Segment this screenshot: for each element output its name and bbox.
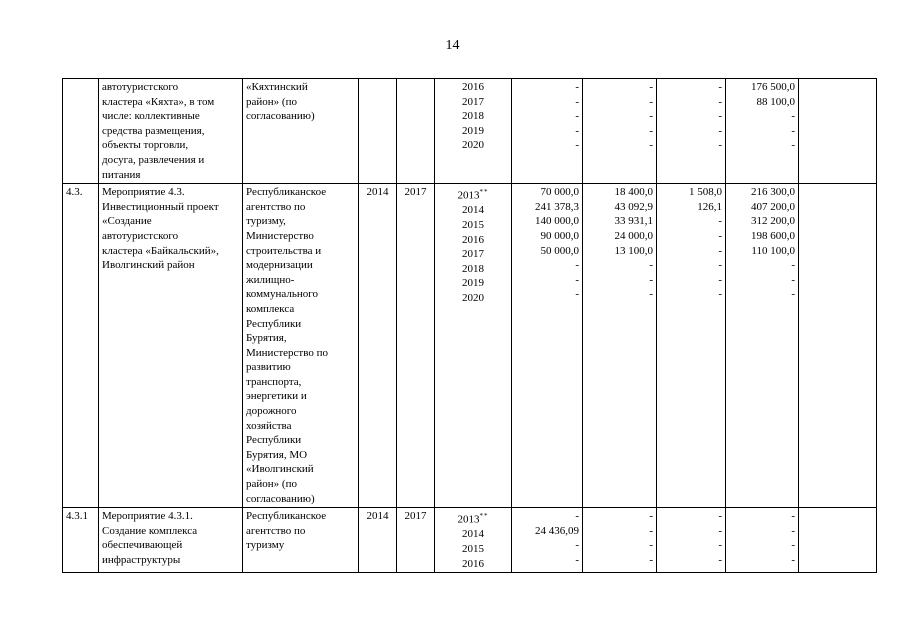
year-line: 2018 <box>462 262 484 275</box>
amount-line: - <box>575 554 579 566</box>
footnote-mark: ** <box>479 512 489 521</box>
amount-line: - <box>649 95 653 108</box>
amount-line: - <box>718 524 722 537</box>
amount-line: 198 600,0 <box>751 229 795 242</box>
activity-name-line: объекты торговли, <box>102 139 189 152</box>
amount-line: - <box>718 124 722 137</box>
amount-line: - <box>718 110 722 123</box>
amount-c1 <box>512 79 583 184</box>
amount-line: 88 100,0 <box>756 95 795 108</box>
amount-line: 140 000,0 <box>535 215 579 228</box>
amount-line: - <box>575 539 579 552</box>
executor-line: хозяйства <box>246 419 292 432</box>
executor-line: дорожного <box>246 405 297 418</box>
activity-name-line: инфраструктуры <box>102 554 181 566</box>
amount-line: - <box>649 510 653 523</box>
amount-line: - <box>649 81 653 93</box>
activity-name-line: автотуристского <box>102 229 179 242</box>
year-line: 2017 <box>462 248 484 261</box>
amount-line: - <box>575 95 579 108</box>
executor-line: Бурятия, <box>246 332 287 345</box>
amount-c3 <box>657 79 726 184</box>
amount-line: - <box>718 139 722 152</box>
amount-line: - <box>649 273 653 286</box>
amount-line: - <box>718 539 722 552</box>
amount-line: 50 000,0 <box>540 244 579 257</box>
amount-line: - <box>718 81 722 93</box>
year-line: 2016 <box>462 557 484 570</box>
amount-line: 407 200,0 <box>751 200 795 213</box>
amount-line: 18 400,0 <box>614 186 653 199</box>
amount-line: 1 508,0 <box>689 186 722 199</box>
start-year: 2014 <box>359 184 397 508</box>
year-line: 2014 <box>462 204 484 217</box>
year-line: 2017 <box>462 95 484 108</box>
financing-years <box>435 184 512 508</box>
amount-line: - <box>575 124 579 137</box>
activity-name-line: Инвестиционный проект <box>102 200 219 213</box>
start-year <box>359 79 397 184</box>
activity-name-line: кластера «Байкальский», <box>102 244 219 257</box>
row-number: 4.3.1 <box>63 508 99 573</box>
amount-line: - <box>718 95 722 108</box>
activity-name-line: обеспечивающей <box>102 539 183 552</box>
amount-c4 <box>726 79 799 184</box>
amount-line: 176 500,0 <box>751 81 795 93</box>
executor-line: Республиканское <box>246 510 327 523</box>
notes-column <box>799 79 877 184</box>
amount-line: - <box>791 124 795 137</box>
executor-line: «Иволгинский <box>246 463 314 476</box>
amount-line: - <box>649 288 653 301</box>
amount-c1 <box>512 184 583 508</box>
end-year <box>397 79 435 184</box>
end-year: 2017 <box>397 184 435 508</box>
activity-name-line: кластера «Кяхта», в том <box>102 95 215 108</box>
year-line: 2016 <box>462 81 484 93</box>
executor-line: агентство по <box>246 200 306 213</box>
table-body <box>63 79 877 573</box>
executor-line: развитию <box>246 361 291 374</box>
amount-line: - <box>575 288 579 301</box>
executor-line: Республики <box>246 317 302 330</box>
amount-line: - <box>575 110 579 123</box>
activity-name-line: Создание комплекса <box>102 524 198 537</box>
amount-line: - <box>649 124 653 137</box>
year-line: 2020 <box>462 291 484 304</box>
start-year: 2014 <box>359 508 397 573</box>
financing-years <box>435 508 512 573</box>
amount-line: - <box>649 554 653 566</box>
amount-c2 <box>583 79 657 184</box>
amount-line: - <box>791 110 795 123</box>
year-line: 2020 <box>462 139 484 152</box>
amount-line: - <box>718 229 722 242</box>
activity-name-line: средства размещения, <box>102 124 205 137</box>
program-table <box>62 78 877 573</box>
amount-line: 216 300,0 <box>751 186 795 199</box>
amount-line: - <box>791 259 795 272</box>
amount-line: 33 931,1 <box>614 215 653 228</box>
amount-c2 <box>583 184 657 508</box>
executor-line: Бурятия, МО <box>246 448 308 461</box>
executor-line: энергетики и <box>246 390 307 403</box>
amount-line: - <box>718 554 722 566</box>
amount-line: - <box>649 524 653 537</box>
amount-line: - <box>649 539 653 552</box>
amount-line: - <box>575 259 579 272</box>
amount-line: - <box>791 273 795 286</box>
amount-line: - <box>649 259 653 272</box>
executor-line: «Кяхтинский <box>246 81 308 93</box>
executor-line: согласованию) <box>246 492 315 505</box>
amount-line: - <box>791 554 795 566</box>
year-line: 2019 <box>462 124 484 137</box>
activity-name <box>99 508 243 573</box>
amount-line: - <box>649 139 653 152</box>
amount-line: 13 100,0 <box>614 244 653 257</box>
executor-line: согласованию) <box>246 110 315 123</box>
amount-c3 <box>657 184 726 508</box>
amount-line: - <box>791 524 795 537</box>
amount-line: - <box>718 288 722 301</box>
year-line: 2014 <box>462 528 484 541</box>
amount-line: - <box>718 215 722 228</box>
amount-line: - <box>718 244 722 257</box>
executor-line: транспорта, <box>246 375 302 388</box>
amount-line: 241 378,3 <box>535 200 579 213</box>
amount-line: - <box>575 273 579 286</box>
amount-c4 <box>726 508 799 573</box>
amount-line: 110 100,0 <box>751 244 795 257</box>
executor-line: туризму <box>246 539 285 552</box>
year-line: 2018 <box>462 110 484 123</box>
table-row <box>63 79 877 184</box>
amount-line: 126,1 <box>697 200 722 213</box>
amount-line: 24 436,09 <box>535 524 579 537</box>
notes-column <box>799 508 877 573</box>
year-line: 2013** <box>457 188 489 202</box>
executor-line: район» (по <box>246 478 297 491</box>
amount-line: - <box>718 259 722 272</box>
executor-line: строительства и <box>246 244 322 257</box>
year-line: 2013** <box>457 512 489 526</box>
amount-line: 312 200,0 <box>751 215 795 228</box>
activity-name-line: питания <box>102 168 141 181</box>
executor-line: Министерство <box>246 229 314 242</box>
activity-name <box>99 184 243 508</box>
executor-line: Министерство по <box>246 346 328 359</box>
activity-name-line: Мероприятие 4.3. <box>102 186 185 199</box>
amount-c1 <box>512 508 583 573</box>
table-row <box>63 508 877 573</box>
amount-c3 <box>657 508 726 573</box>
executor-line: агентство по <box>246 524 306 537</box>
activity-name-line: Иволгинский район <box>102 259 195 272</box>
executor <box>243 79 359 184</box>
executor-line: район» (по <box>246 95 297 108</box>
amount-line: - <box>791 510 795 523</box>
year-line: 2015 <box>462 219 484 231</box>
amount-line: - <box>791 539 795 552</box>
amount-line: - <box>649 110 653 123</box>
row-number: 4.3. <box>63 184 99 508</box>
amount-c2 <box>583 508 657 573</box>
year-line: 2019 <box>462 277 484 290</box>
activity-name-line: Мероприятие 4.3.1. <box>102 510 193 523</box>
financing-years <box>435 79 512 184</box>
amount-line: - <box>718 510 722 523</box>
amount-line: - <box>575 81 579 93</box>
amount-line: 70 000,0 <box>540 186 579 199</box>
activity-name-line: досуга, развлечения и <box>102 153 205 166</box>
executor-line: модернизации <box>246 259 313 272</box>
executor-line: коммунального <box>246 288 318 301</box>
executor-line: жилищно- <box>246 273 295 286</box>
amount-line: - <box>575 139 579 152</box>
amount-line: - <box>718 273 722 286</box>
activity-name-line: числе: коллективные <box>102 110 200 123</box>
table-row <box>63 184 877 508</box>
executor-line: туризму, <box>246 215 286 228</box>
year-line: 2016 <box>462 233 484 246</box>
amount-c4 <box>726 184 799 508</box>
executor-line: комплекса <box>246 302 295 315</box>
amount-line: 90 000,0 <box>540 229 579 242</box>
amount-line: - <box>791 139 795 152</box>
notes-column <box>799 184 877 508</box>
executor-line: Республики <box>246 434 302 447</box>
amount-line: - <box>791 288 795 301</box>
row-number <box>63 79 99 184</box>
page-number: 14 <box>445 38 460 53</box>
executor <box>243 508 359 573</box>
amount-line: 24 000,0 <box>614 229 653 242</box>
end-year: 2017 <box>397 508 435 573</box>
executor <box>243 184 359 508</box>
activity-name <box>99 79 243 184</box>
amount-line: - <box>575 510 579 523</box>
executor-line: Республиканское <box>246 186 327 199</box>
amount-line: 43 092,9 <box>614 200 653 213</box>
activity-name-line: автотуристского <box>102 81 179 93</box>
year-line: 2015 <box>462 543 484 556</box>
footnote-mark: ** <box>479 188 489 197</box>
activity-name-line: «Создание <box>102 215 152 228</box>
